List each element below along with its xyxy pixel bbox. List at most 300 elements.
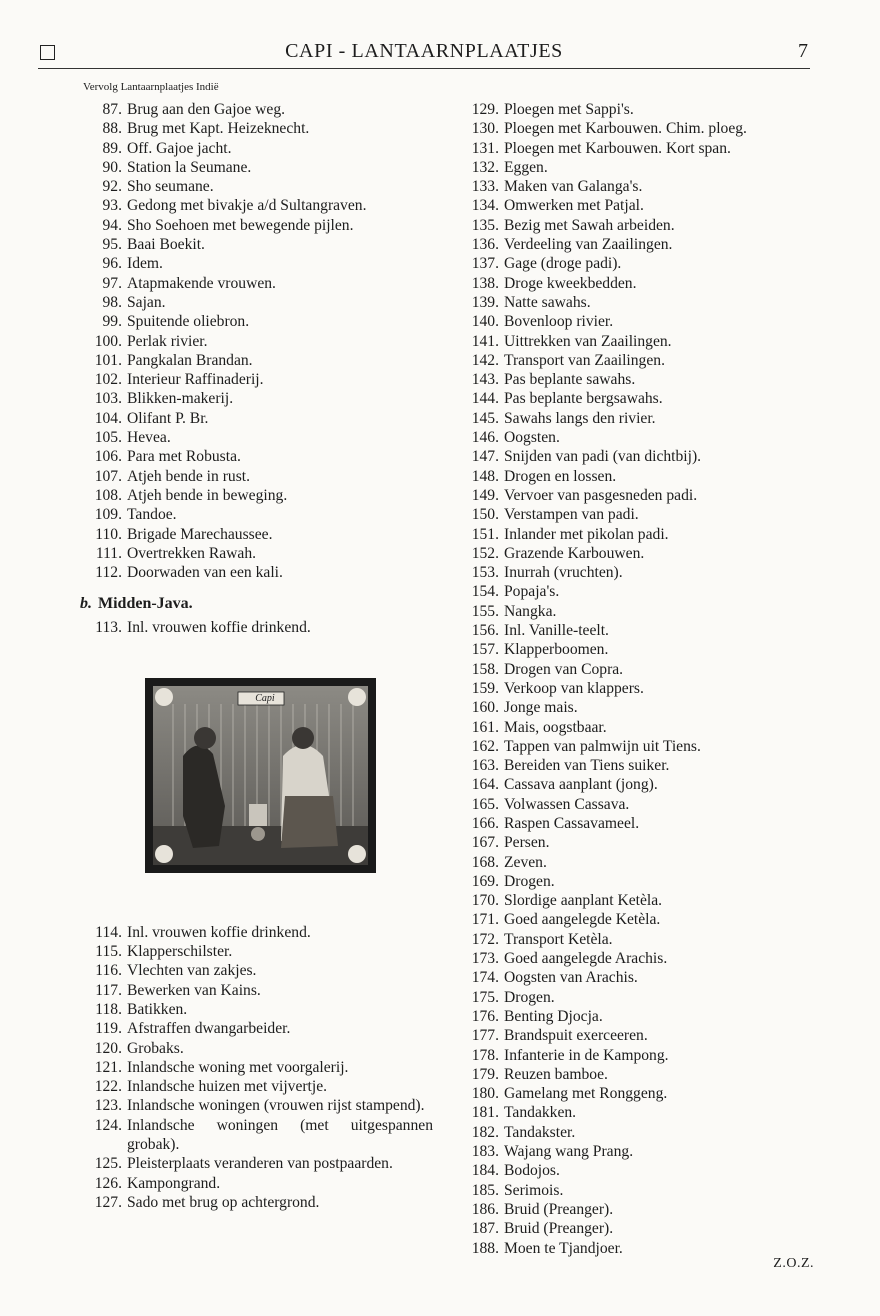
item-number: 121. <box>94 1058 122 1076</box>
list-item <box>455 1142 815 1161</box>
list-item <box>455 177 815 196</box>
list-item <box>455 409 815 428</box>
item-number: 172. <box>471 930 499 948</box>
item-title: Off. Gajoe jacht. <box>127 139 232 157</box>
item-title: Maken van Galanga's. <box>504 178 643 196</box>
item-number: 184. <box>471 1162 499 1180</box>
item-number: 103. <box>94 390 122 408</box>
item-title: Hevea. <box>127 429 171 447</box>
item-number: 134. <box>471 197 499 215</box>
item-title: Tandakken. <box>504 1104 577 1122</box>
item-number: 104. <box>94 409 122 427</box>
item-number: 151. <box>471 525 499 543</box>
list-item <box>78 1000 433 1019</box>
item-number: 97. <box>102 274 122 292</box>
item-number: 165. <box>471 795 499 813</box>
list-item <box>455 872 815 891</box>
list-item <box>455 1065 815 1084</box>
item-number: 99. <box>102 313 122 331</box>
list-item <box>455 737 815 756</box>
list-item <box>455 968 815 987</box>
item-number: 126. <box>94 1174 122 1192</box>
list-item <box>455 1123 815 1142</box>
item-title: Gamelang met Ronggeng. <box>504 1085 668 1103</box>
item-number: 181. <box>471 1104 499 1122</box>
item-number: 161. <box>471 718 499 736</box>
item-title: Moen te Tjandjoer. <box>504 1239 623 1257</box>
left-column <box>78 100 433 1212</box>
list-item <box>455 1181 815 1200</box>
item-title: Nangka. <box>504 602 557 620</box>
item-number: 163. <box>471 757 499 775</box>
list-item <box>455 1161 815 1180</box>
item-number: 127. <box>94 1193 122 1211</box>
item-title: Serimois. <box>504 1181 564 1199</box>
list-item <box>455 525 815 544</box>
list-item <box>455 158 815 177</box>
item-title: Station la Seumane. <box>127 158 252 176</box>
item-title: Tandakster. <box>504 1123 576 1141</box>
list-item <box>455 370 815 389</box>
item-number: 142. <box>471 351 499 369</box>
item-title: Afstraffen dwangarbeider. <box>127 1020 291 1038</box>
item-number: 148. <box>471 467 499 485</box>
item-number: 90. <box>102 158 122 176</box>
item-number: 182. <box>471 1123 499 1141</box>
list-item <box>455 756 815 775</box>
photo-image <box>153 686 368 865</box>
item-number: 118. <box>95 1000 122 1018</box>
item-title: Drogen. <box>504 872 555 890</box>
list-item <box>455 1239 815 1258</box>
list-item <box>455 119 815 138</box>
item-title: Bruid (Preanger). <box>504 1200 614 1218</box>
item-number: 96. <box>102 255 122 273</box>
item-title: Atjeh bende in beweging. <box>127 486 288 504</box>
item-title: Omwerken met Patjal. <box>504 197 644 215</box>
item-title: Ploegen met Sappi's. <box>504 101 634 118</box>
list-item <box>78 1116 433 1155</box>
list-item <box>455 447 815 466</box>
item-number: 169. <box>471 872 499 890</box>
list-item <box>78 100 433 119</box>
item-title: Gage (droge padi). <box>504 255 622 273</box>
item-number: 171. <box>471 911 499 929</box>
item-number: 140. <box>471 313 499 331</box>
list-item <box>455 389 815 408</box>
list-item <box>455 332 815 351</box>
list-item <box>78 1058 433 1077</box>
item-number: 168. <box>471 853 499 871</box>
item-title: Atjeh bende in rust. <box>127 467 250 485</box>
list-item <box>455 795 815 814</box>
list-item <box>78 563 433 582</box>
item-title: Overtrekken Rawah. <box>127 544 257 562</box>
entry-list-bottom <box>78 923 433 1212</box>
list-item <box>78 119 433 138</box>
item-title: Sado met brug op achtergrond. <box>127 1193 320 1211</box>
item-title: Bereiden van Tiens suiker. <box>504 757 670 775</box>
list-item <box>78 312 433 331</box>
item-number: 164. <box>471 776 499 794</box>
item-title: Goed aangelegde Arachis. <box>504 950 668 968</box>
item-number: 179. <box>471 1065 499 1083</box>
list-item <box>78 370 433 389</box>
list-item <box>455 139 815 158</box>
list-item <box>455 505 815 524</box>
list-item <box>455 486 815 505</box>
item-title: Doorwaden van een kali. <box>127 564 283 582</box>
item-number: 93. <box>102 197 122 215</box>
list-item <box>455 660 815 679</box>
item-number: 108. <box>94 486 122 504</box>
item-title: Eggen. <box>504 158 548 176</box>
item-title: Inlandsche huizen met vijvertje. <box>127 1078 328 1096</box>
list-item <box>78 961 433 980</box>
item-number: 187. <box>471 1220 499 1238</box>
entry-list-mid <box>78 618 433 637</box>
item-title: Persen. <box>504 834 550 852</box>
item-number: 145. <box>471 409 499 427</box>
item-title: Drogen van Copra. <box>504 660 624 678</box>
item-title: Batikken. <box>127 1000 188 1018</box>
item-number: 109. <box>94 506 122 524</box>
item-number: 154. <box>471 583 499 601</box>
list-item <box>78 923 433 942</box>
item-title: Olifant P. Br. <box>127 409 209 427</box>
item-number: 106. <box>94 448 122 466</box>
item-number: 139. <box>471 293 499 311</box>
item-title: Inlandsche woningen (vrouwen rijst stampend). <box>127 1097 425 1115</box>
item-title: Bezig met Sawah arbeiden. <box>504 216 675 234</box>
entry-list-top <box>78 100 433 582</box>
list-item <box>78 1019 433 1038</box>
item-number: 180. <box>471 1085 499 1103</box>
list-item <box>78 1039 433 1058</box>
list-item <box>78 216 433 235</box>
item-number: 94. <box>102 216 122 234</box>
item-title: Snijden van padi (van dichtbij). <box>504 448 702 466</box>
list-item <box>78 389 433 408</box>
list-item <box>455 698 815 717</box>
item-number: 146. <box>471 429 499 447</box>
item-title: Goed aangelegde Ketèla. <box>504 911 661 929</box>
item-number: 186. <box>471 1200 499 1218</box>
list-item <box>455 582 815 601</box>
list-item <box>78 332 433 351</box>
item-number: 119. <box>95 1020 122 1038</box>
item-number: 143. <box>471 371 499 389</box>
item-number: 120. <box>94 1039 122 1057</box>
list-item <box>78 486 433 505</box>
item-number: 188. <box>471 1239 499 1257</box>
item-number: 131. <box>471 139 499 157</box>
item-number: 178. <box>471 1046 499 1064</box>
item-title: Bewerken van Kains. <box>127 981 261 999</box>
item-number: 117. <box>95 981 122 999</box>
item-title: Benting Djocja. <box>504 1007 603 1025</box>
item-number: 87. <box>102 101 122 118</box>
item-title: Klapperschilster. <box>127 943 233 961</box>
list-item <box>78 274 433 293</box>
item-number: 102. <box>94 371 122 389</box>
item-number: 123. <box>94 1097 122 1115</box>
list-item <box>78 139 433 158</box>
list-item <box>455 274 815 293</box>
page-title: CAPI - LANTAARNPLAATJES <box>285 40 563 62</box>
item-number: 159. <box>471 679 499 697</box>
item-title: Inlandsche woning met voorgalerij. <box>127 1058 349 1076</box>
item-title: Spuitende oliebron. <box>127 313 250 331</box>
item-number: 150. <box>471 506 499 524</box>
item-title: Klapperboomen. <box>504 641 609 659</box>
list-item <box>455 312 815 331</box>
item-title: Pas beplante bergsawahs. <box>504 390 663 408</box>
item-number: 105. <box>94 429 122 447</box>
page-header <box>38 38 810 69</box>
item-title: Brandspuit exerceeren. <box>504 1027 648 1045</box>
list-item <box>455 293 815 312</box>
item-title: Inl. vrouwen koffie drinkend. <box>127 619 311 637</box>
list-item <box>78 177 433 196</box>
item-title: Grobaks. <box>127 1039 184 1057</box>
item-title: Natte sawahs. <box>504 293 591 311</box>
item-number: 129. <box>471 101 499 118</box>
item-title: Vervoer van pasgesneden padi. <box>504 486 698 504</box>
item-number: 144. <box>471 390 499 408</box>
list-item <box>455 910 815 929</box>
item-title: Raspen Cassavameel. <box>504 814 640 832</box>
item-number: 155. <box>471 602 499 620</box>
list-item <box>78 1154 433 1173</box>
item-number: 132. <box>471 158 499 176</box>
item-number: 114. <box>95 923 122 941</box>
item-number: 152. <box>471 544 499 562</box>
list-item <box>78 981 433 1000</box>
list-item <box>455 1103 815 1122</box>
list-item <box>455 891 815 910</box>
item-number: 177. <box>471 1027 499 1045</box>
item-number: 136. <box>471 236 499 254</box>
list-item <box>455 930 815 949</box>
lantern-slide-photo <box>145 678 376 873</box>
list-item <box>78 505 433 524</box>
list-item <box>455 563 815 582</box>
item-title: Inlander met pikolan padi. <box>504 525 669 543</box>
item-title: Baai Boekit. <box>127 236 205 254</box>
item-title: Interieur Raffinaderij. <box>127 371 264 389</box>
item-title: Pas beplante sawahs. <box>504 371 636 389</box>
list-item <box>455 100 815 119</box>
item-number: 124. <box>94 1116 122 1134</box>
item-number: 133. <box>471 178 499 196</box>
list-item <box>78 942 433 961</box>
list-item <box>78 158 433 177</box>
list-item <box>455 679 815 698</box>
turn-over-note: Z.O.Z. <box>773 1256 814 1271</box>
photo-label: Capi <box>255 692 275 704</box>
item-title: Brug met Kapt. Heizeknecht. <box>127 120 310 138</box>
list-item <box>455 1084 815 1103</box>
list-item <box>455 1046 815 1065</box>
item-title: Transport Ketèla. <box>504 930 613 948</box>
item-title: Zeven. <box>504 853 547 871</box>
item-number: 135. <box>471 216 499 234</box>
item-number: 157. <box>471 641 499 659</box>
item-number: 170. <box>471 892 499 910</box>
item-title: Pleisterplaats veranderen van postpaarden. <box>127 1155 393 1173</box>
subheading: Vervolg Lantaarnplaatjes Indië <box>83 81 219 93</box>
item-number: 92. <box>102 178 122 196</box>
item-title: Grazende Karbouwen. <box>504 544 645 562</box>
item-number: 107. <box>94 467 122 485</box>
item-number: 137. <box>471 255 499 273</box>
item-title: Para met Robusta. <box>127 448 241 466</box>
item-title: Mais, oogstbaar. <box>504 718 607 736</box>
item-title: Sajan. <box>127 293 166 311</box>
item-number: 98. <box>102 293 122 311</box>
item-number: 130. <box>471 120 499 138</box>
list-item <box>455 196 815 215</box>
item-title: Atapmakende vrouwen. <box>127 274 276 292</box>
list-item <box>455 814 815 833</box>
item-number: 158. <box>471 660 499 678</box>
list-item <box>455 235 815 254</box>
list-item <box>455 621 815 640</box>
item-number: 95. <box>102 236 122 254</box>
item-title: Inlandsche woningen (met uitgespannen grobak). <box>127 1116 433 1153</box>
item-title: Vlechten van zakjes. <box>127 962 257 980</box>
item-title: Verstampen van padi. <box>504 506 639 524</box>
list-item <box>78 428 433 447</box>
item-title: Verkoop van klappers. <box>504 679 644 697</box>
item-title: Uittrekken van Zaailingen. <box>504 332 672 350</box>
item-title: Brug aan den Gajoe weg. <box>127 101 286 118</box>
list-item <box>455 544 815 563</box>
list-item <box>78 235 433 254</box>
item-title: Pangkalan Brandan. <box>127 351 253 369</box>
list-item <box>78 467 433 486</box>
item-number: 160. <box>471 699 499 717</box>
item-title: Brigade Marechaussee. <box>127 525 273 543</box>
item-number: 166. <box>471 814 499 832</box>
item-title: Sawahs langs den rivier. <box>504 409 656 427</box>
list-item <box>78 1077 433 1096</box>
item-title: Bodojos. <box>504 1162 560 1180</box>
item-number: 115. <box>95 943 122 961</box>
entry-list-right <box>455 100 815 1258</box>
item-title: Tandoe. <box>127 506 177 524</box>
section-title: Midden-Java. <box>98 595 193 613</box>
list-item <box>78 293 433 312</box>
item-number: 147. <box>471 448 499 466</box>
item-title: Slordige aanplant Ketèla. <box>504 892 663 910</box>
item-number: 125. <box>94 1155 122 1173</box>
item-title: Sho seumane. <box>127 178 214 196</box>
section-letter: b. <box>80 595 92 613</box>
list-item <box>78 1096 433 1115</box>
list-item <box>455 775 815 794</box>
item-title: Popaja's. <box>504 583 560 601</box>
item-title: Tappen van palmwijn uit Tiens. <box>504 737 701 755</box>
list-item <box>455 640 815 659</box>
item-title: Bruid (Preanger). <box>504 1220 614 1238</box>
list-item <box>78 447 433 466</box>
list-item <box>78 254 433 273</box>
item-number: 116. <box>95 962 122 980</box>
item-title: Blikken-makerij. <box>127 390 234 408</box>
item-title: Kampongrand. <box>127 1174 221 1192</box>
item-number: 185. <box>471 1181 499 1199</box>
item-title: Verdeeling van Zaailingen. <box>504 236 673 254</box>
item-title: Perlak rivier. <box>127 332 208 350</box>
list-item <box>78 1174 433 1193</box>
list-item <box>78 351 433 370</box>
list-item <box>455 949 815 968</box>
item-title: Ploegen met Karbouwen. Kort span. <box>504 139 731 157</box>
list-item <box>455 718 815 737</box>
list-item <box>455 216 815 235</box>
list-item <box>78 196 433 215</box>
item-number: 174. <box>471 969 499 987</box>
item-title: Inl. Vanille-teelt. <box>504 622 609 640</box>
list-item <box>455 1007 815 1026</box>
item-number: 89. <box>102 139 122 157</box>
item-number: 88. <box>102 120 122 138</box>
item-title: Idem. <box>127 255 163 273</box>
item-number: 167. <box>471 834 499 852</box>
item-title: Drogen en lossen. <box>504 467 617 485</box>
item-number: 176. <box>471 1007 499 1025</box>
item-number: 138. <box>471 274 499 292</box>
item-number: 141. <box>471 332 499 350</box>
item-title: Jonge mais. <box>504 699 578 717</box>
item-number: 156. <box>471 622 499 640</box>
item-number: 162. <box>471 737 499 755</box>
item-title: Reuzen bamboe. <box>504 1065 608 1083</box>
item-title: Oogsten. <box>504 429 560 447</box>
list-item <box>78 1193 433 1212</box>
item-title: Wajang wang Prang. <box>504 1143 634 1161</box>
item-number: 122. <box>94 1078 122 1096</box>
item-title: Inl. vrouwen koffie drinkend. <box>127 923 311 941</box>
item-number: 100. <box>94 332 122 350</box>
item-title: Bovenloop rivier. <box>504 313 614 331</box>
item-number: 101. <box>94 351 122 369</box>
list-item <box>78 544 433 563</box>
list-item <box>455 254 815 273</box>
list-item <box>455 1219 815 1238</box>
list-item <box>78 525 433 544</box>
list-item <box>455 1026 815 1045</box>
list-item <box>455 351 815 370</box>
section-heading <box>80 594 433 614</box>
item-number: 153. <box>471 564 499 582</box>
item-number: 113. <box>95 619 122 637</box>
item-number: 183. <box>471 1143 499 1161</box>
item-title: Droge kweekbedden. <box>504 274 637 292</box>
list-item <box>455 428 815 447</box>
item-title: Drogen. <box>504 988 555 1006</box>
page-number: 7 <box>798 40 808 62</box>
right-column <box>455 100 815 1258</box>
item-title: Cassava aanplant (jong). <box>504 776 658 794</box>
list-item <box>455 467 815 486</box>
list-item <box>455 853 815 872</box>
list-item <box>78 618 433 637</box>
item-number: 173. <box>471 950 499 968</box>
item-number: 175. <box>471 988 499 1006</box>
